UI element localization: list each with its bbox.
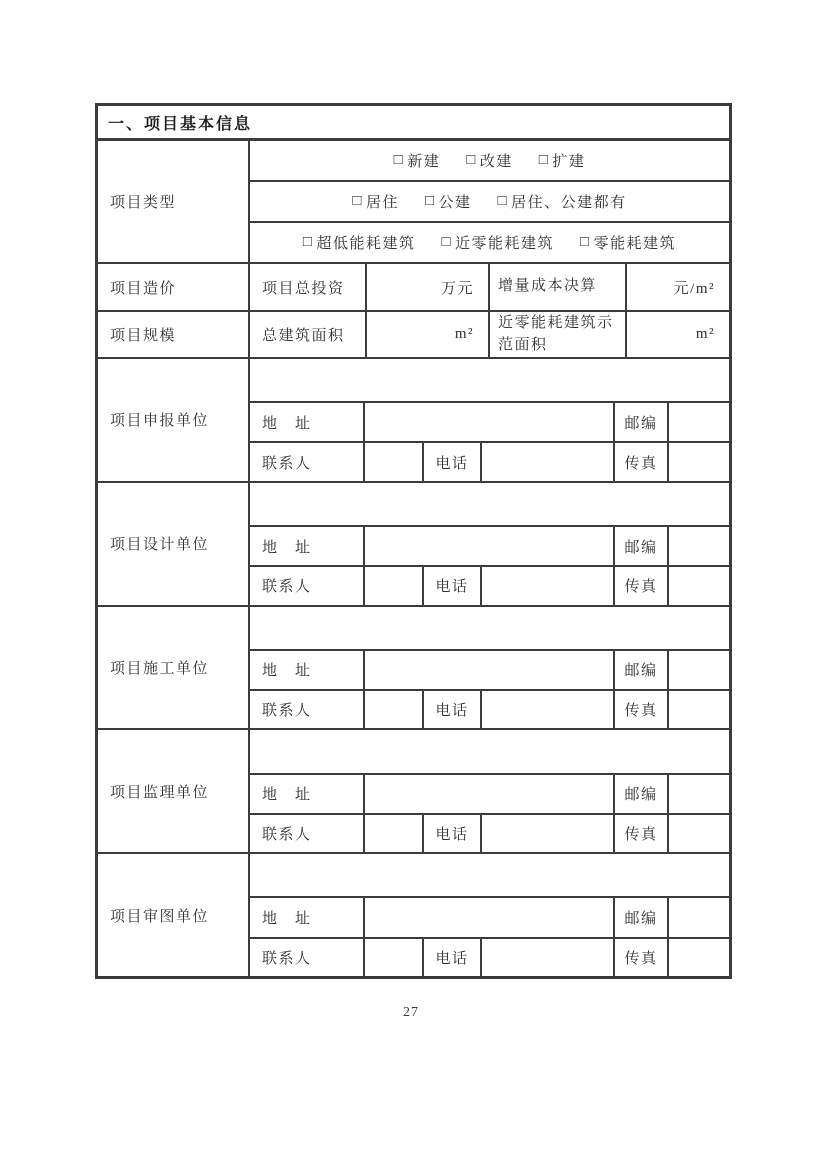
address-label: 地 址	[262, 415, 312, 432]
checkbox-icon[interactable]: □	[580, 234, 591, 250]
total-floor-area-label: 总建筑面积	[262, 328, 345, 344]
checkbox-icon[interactable]: □	[424, 193, 436, 209]
checkbox-icon[interactable]: □	[466, 152, 477, 168]
fax-value[interactable]	[667, 443, 729, 480]
contact-label: 联系人	[262, 703, 312, 720]
postcode-label: 邮编	[613, 898, 667, 936]
total-floor-area-value[interactable]	[365, 312, 488, 357]
demo-area-label: 近零能耗建筑示范面积	[488, 312, 625, 357]
project-type-section	[98, 138, 729, 262]
option-label: 新建	[407, 154, 441, 170]
unit-label: 万元	[440, 280, 474, 297]
fax-label: 传真	[613, 939, 667, 976]
option-label: 公建	[438, 195, 472, 211]
option-label: 居住	[365, 195, 399, 211]
checkbox-option-nearzero-energy[interactable]	[441, 232, 554, 253]
postcode-value[interactable]	[667, 651, 729, 689]
total-investment-label: 项目总投资	[262, 280, 345, 297]
address-value[interactable]	[363, 527, 613, 565]
total-investment-value[interactable]	[365, 264, 488, 310]
unit-label: m²	[454, 326, 474, 342]
project-cost-row	[98, 262, 729, 310]
fax-label: 传真	[613, 567, 667, 604]
checkbox-icon[interactable]: □	[302, 234, 314, 250]
unit-label: 项目施工单位	[98, 607, 250, 729]
contact-label: 联系人	[262, 455, 312, 472]
phone-value[interactable]	[480, 691, 613, 728]
checkbox-icon[interactable]: □	[538, 152, 550, 168]
option-label: 零能耗建筑	[593, 236, 677, 252]
unit-label: 项目设计单位	[98, 483, 250, 605]
phone-value[interactable]	[480, 815, 613, 852]
phone-value[interactable]	[480, 567, 613, 604]
address-value[interactable]	[363, 775, 613, 813]
checkbox-option-residential[interactable]	[352, 191, 399, 212]
phone-label: 电话	[422, 567, 480, 604]
contact-label: 联系人	[262, 579, 312, 596]
postcode-label: 邮编	[613, 775, 667, 813]
unit-name-value[interactable]	[250, 607, 729, 649]
checkbox-option-expand[interactable]	[539, 150, 586, 171]
unit-name-value[interactable]	[250, 730, 729, 772]
incremental-cost-value[interactable]	[625, 264, 729, 310]
project-type-label: 项目类型	[98, 141, 250, 262]
project-scale-label: 项目规模	[98, 312, 250, 357]
project-type-row-energy	[250, 221, 729, 262]
phone-value[interactable]	[480, 443, 613, 480]
checkbox-icon[interactable]: □	[393, 152, 405, 168]
checkbox-icon[interactable]: □	[497, 193, 509, 209]
phone-label: 电话	[422, 815, 480, 852]
address-value[interactable]	[363, 898, 613, 936]
table-title-row	[98, 106, 729, 138]
fax-label: 传真	[613, 691, 667, 728]
contact-value[interactable]	[363, 443, 422, 480]
fax-value[interactable]	[667, 691, 729, 728]
phone-label: 电话	[422, 939, 480, 976]
postcode-value[interactable]	[667, 898, 729, 936]
contact-label: 联系人	[262, 950, 312, 967]
unit-block-drawing-review	[98, 852, 729, 976]
phone-label: 电话	[422, 691, 480, 728]
incremental-cost-label: 增量成本决算	[488, 264, 625, 310]
unit-block-constructor	[98, 605, 729, 729]
address-label: 地 址	[262, 787, 312, 804]
unit-label: 项目审图单位	[98, 854, 250, 976]
postcode-value[interactable]	[667, 775, 729, 813]
unit-block-supervisor	[98, 728, 729, 852]
contact-label: 联系人	[262, 827, 312, 844]
fax-label: 传真	[613, 815, 667, 852]
checkbox-option-public[interactable]	[425, 191, 472, 212]
postcode-label: 邮编	[613, 527, 667, 565]
address-label: 地 址	[262, 539, 312, 556]
fax-label: 传真	[613, 443, 667, 480]
option-label: 近零能耗建筑	[455, 236, 555, 252]
address-label: 地 址	[262, 910, 312, 927]
checkbox-icon[interactable]: □	[441, 234, 453, 250]
unit-label: m²	[695, 326, 715, 342]
checkbox-option-rebuild[interactable]	[466, 150, 513, 171]
option-label: 居住、公建都有	[511, 195, 627, 211]
contact-value[interactable]	[363, 815, 422, 852]
checkbox-option-zero-energy[interactable]	[580, 232, 676, 253]
project-type-row-build	[250, 141, 729, 180]
checkbox-option-both[interactable]	[498, 191, 627, 212]
address-value[interactable]	[363, 651, 613, 689]
option-label: 扩建	[552, 154, 586, 170]
postcode-label: 邮编	[613, 651, 667, 689]
unit-label: 项目申报单位	[98, 359, 250, 481]
contact-value[interactable]	[363, 567, 422, 604]
page-number: 27	[403, 1005, 419, 1020]
postcode-value[interactable]	[667, 527, 729, 565]
checkbox-icon[interactable]: □	[352, 193, 363, 209]
unit-block-applicant	[98, 357, 729, 481]
checkbox-option-new[interactable]	[394, 150, 441, 171]
contact-value[interactable]	[363, 939, 422, 976]
fax-value[interactable]	[667, 567, 729, 604]
fax-value[interactable]	[667, 815, 729, 852]
basic-info-table	[95, 103, 732, 979]
project-cost-label: 项目造价	[98, 264, 250, 310]
unit-name-value[interactable]	[250, 359, 729, 401]
project-scale-row	[98, 310, 729, 357]
option-label: 超低能耗建筑	[316, 236, 416, 252]
postcode-label: 邮编	[613, 403, 667, 441]
phone-label: 电话	[422, 443, 480, 480]
contact-value[interactable]	[363, 691, 422, 728]
unit-label: 元/m²	[673, 280, 715, 297]
address-value[interactable]	[363, 403, 613, 441]
address-label: 地 址	[262, 663, 312, 680]
checkbox-option-ultralow-energy[interactable]	[303, 232, 416, 253]
unit-block-designer	[98, 481, 729, 605]
unit-name-value[interactable]	[250, 854, 729, 896]
fax-value[interactable]	[667, 939, 729, 976]
phone-value[interactable]	[480, 939, 613, 976]
demo-area-value[interactable]	[625, 312, 729, 357]
project-type-row-usage	[250, 180, 729, 221]
unit-name-value[interactable]	[250, 483, 729, 525]
option-label: 改建	[479, 154, 513, 170]
section-title: 一、项目基本信息	[108, 115, 253, 133]
unit-label: 项目监理单位	[98, 730, 250, 852]
postcode-value[interactable]	[667, 403, 729, 441]
